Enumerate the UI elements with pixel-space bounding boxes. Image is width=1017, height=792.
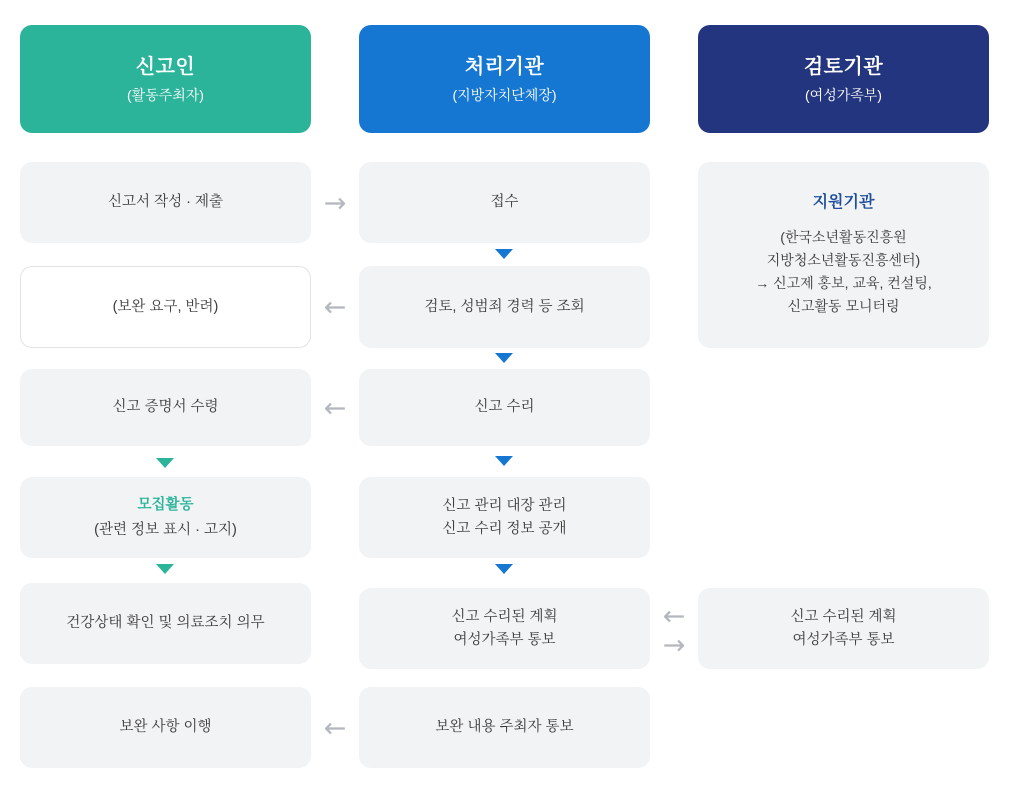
agency-step-3	[359, 369, 650, 446]
reporter-step-2-label: (보완 요구, 반려)	[112, 298, 219, 315]
arrow-down-agency-4-to-5	[495, 564, 513, 574]
review-agency-notification-box	[698, 588, 989, 669]
reporter-step-1-label: 신고서 작성 · 제출	[108, 194, 223, 211]
arrow-down-agency-2-to-3	[495, 353, 513, 363]
reporter-step-5-label: 건강상태 확인 및 의료조치 의무	[66, 615, 265, 632]
column-header-reporter-title: 신고인	[135, 55, 196, 78]
arrow-left-agency-to-reporter-2: ←	[323, 291, 347, 323]
agency-step-4-line-1: 신고 관리 대장 관리	[442, 498, 567, 515]
agency-step-6	[359, 687, 650, 768]
column-header-reporter	[20, 25, 311, 133]
reporter-step-3	[20, 369, 311, 446]
column-header-review-agency-title: 검토기관	[803, 55, 884, 78]
support-organization-line-3: → 신고제 홍보, 교육, 컨설팅,	[755, 275, 932, 292]
reporter-step-1	[20, 162, 311, 243]
agency-step-4-line-2: 신고 수리 정보 공개	[442, 520, 567, 537]
agency-step-1-label: 접수	[490, 194, 519, 211]
arrow-left-review-to-agency: ←	[662, 600, 686, 632]
support-organization-line-4: 신고활동 모니터링	[787, 298, 900, 315]
column-header-reporter-subtitle: (활동주최자)	[127, 86, 204, 103]
agency-step-2-label: 검토, 성범죄 경력 등 조회	[424, 298, 585, 315]
agency-step-1	[359, 162, 650, 243]
review-agency-notification-line-1: 신고 수리된 계획	[790, 609, 897, 626]
agency-step-2	[359, 266, 650, 348]
agency-step-6-label: 보완 내용 주최자 통보	[435, 719, 574, 736]
review-agency-notification-line-2: 여성가족부 통보	[792, 631, 895, 648]
support-organization-box	[698, 162, 989, 348]
arrow-left-agency-to-reporter-3: ←	[323, 392, 347, 424]
reporter-step-6-label: 보완 사항 이행	[119, 719, 212, 736]
arrow-right-reporter-to-agency-1: →	[323, 187, 347, 219]
arrow-down-reporter-3-to-4	[156, 458, 174, 468]
reporter-step-2	[20, 266, 311, 348]
reporter-step-6	[20, 687, 311, 768]
reporter-step-5	[20, 583, 311, 664]
arrow-down-agency-1-to-2	[495, 249, 513, 259]
arrow-right-agency-to-review: →	[662, 629, 686, 661]
support-organization-line-1: (한국소년활동진흥원	[780, 229, 907, 246]
column-header-processing-agency	[359, 25, 650, 133]
arrow-down-agency-3-to-4	[495, 456, 513, 466]
reporter-step-4-label: (관련 정보 표시 · 고지)	[94, 521, 237, 538]
column-header-processing-agency-title: 처리기관	[464, 55, 545, 78]
agency-step-5	[359, 588, 650, 669]
column-header-processing-agency-subtitle: (지방자치단체장)	[452, 86, 557, 103]
arrow-down-reporter-4-to-5	[156, 564, 174, 574]
support-organization-title: 지원기관	[812, 194, 875, 212]
agency-step-3-label: 신고 수리	[474, 399, 535, 416]
agency-step-5-line-1: 신고 수리된 계획	[451, 609, 558, 626]
arrow-left-agency-to-reporter-6: ←	[323, 712, 347, 744]
reporter-step-4	[20, 477, 311, 558]
reporter-step-4-accent-label: 모집활동	[137, 497, 194, 514]
agency-step-5-line-2: 여성가족부 통보	[453, 631, 556, 648]
reporter-step-3-label: 신고 증명서 수령	[112, 399, 219, 416]
column-header-review-agency-subtitle: (여성가족부)	[805, 86, 882, 103]
column-header-review-agency	[698, 25, 989, 133]
support-organization-line-2: 지방청소년활동진흥센터)	[766, 252, 921, 269]
agency-step-4	[359, 477, 650, 558]
